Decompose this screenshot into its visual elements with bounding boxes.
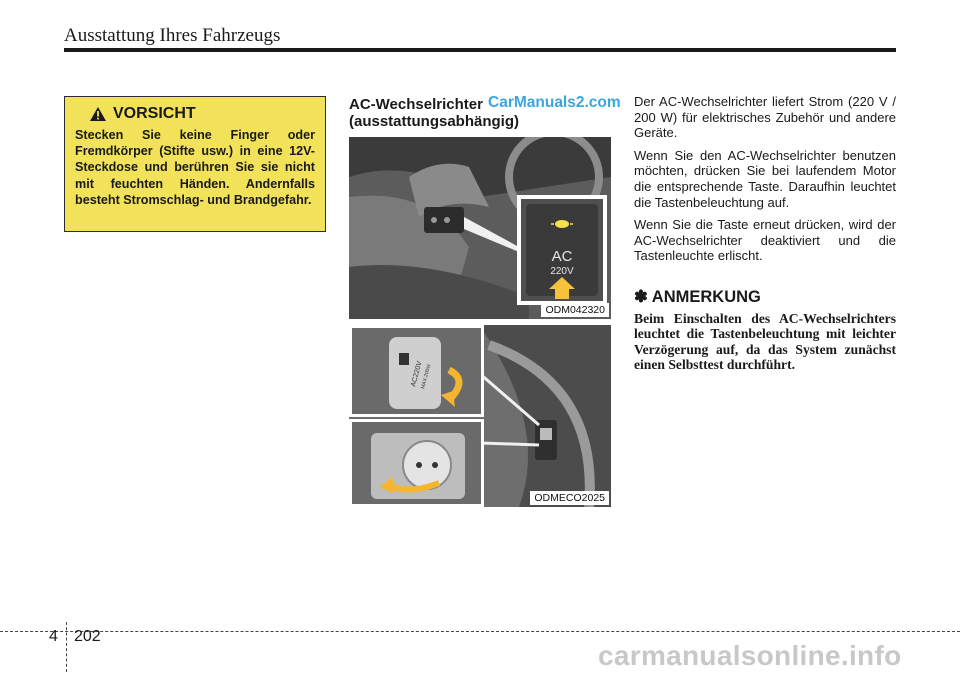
site-watermark[interactable]: carmanualsonline.info [598, 640, 902, 671]
warning-text: Stecken Sie keine Finger oder Fremdkörper (Stifte usw.) in eine 12V-Steckdose und berühren Sie sie nicht mit feuchten Händen. Andernfalls besteht Stromschlag- und Brandgefahr. [75, 128, 315, 207]
watermark: CarManuals2.com [488, 94, 621, 111]
warning-header [89, 105, 315, 123]
ac-button-voltage: 220V [550, 266, 574, 277]
page-number: 202 [74, 628, 101, 645]
socket-sublabel: MAX.200W [420, 363, 433, 390]
header-rule [64, 48, 896, 52]
footer-rule [0, 631, 960, 632]
body-paragraph-1: Der AC-Wechselrichter liefert Strom (220 V / 200 W) für elektrisches Zubehör und andere Geräte. [634, 94, 896, 141]
dashboard-illustration [349, 137, 611, 319]
figure-code-1: ODM042320 [541, 303, 609, 317]
warning-title: VORSICHT [113, 105, 196, 122]
figure-code-2: ODMECO2025 [530, 491, 609, 505]
section-title-line1: AC-Wechselrichter [349, 96, 483, 113]
body-paragraph-3: Wenn Sie die Taste erneut drücken, wird der AC-Wechselrichter deaktiviert und die Tastenleuchte erlischt. [634, 217, 896, 264]
body-text [634, 94, 896, 271]
ac-button-label: AC [551, 248, 573, 265]
section-title-line2: (ausstattungsabhängig) [349, 113, 520, 130]
socket-illustration [349, 325, 611, 507]
warning-triangle-icon [89, 106, 107, 122]
page-header-title: Ausstattung Ihres Fahrzeugs [64, 25, 281, 46]
note-title: ✽ ANMERKUNG [634, 288, 761, 306]
figure-ac-socket [349, 325, 611, 507]
socket-label: AC220V [410, 360, 424, 388]
chapter-number: 4 [49, 628, 58, 645]
warning-box [64, 96, 326, 232]
body-paragraph-2: Wenn Sie den AC-Wechselrichter benutzen möchten, drücken Sie bei laufendem Motor die entsprechende Taste. Daraufhin leuchtet die Tastenbeleuchtung auf. [634, 147, 896, 210]
note-text: Beim Einschalten des AC-Wechselrichters leuchtet die Tastenbeleuchtung mit leichter Verzögerung auf, da das System zunächst einen Selbsttest durchführt. [634, 311, 896, 373]
figure-ac-button [349, 137, 611, 319]
footer-divider [66, 622, 67, 672]
